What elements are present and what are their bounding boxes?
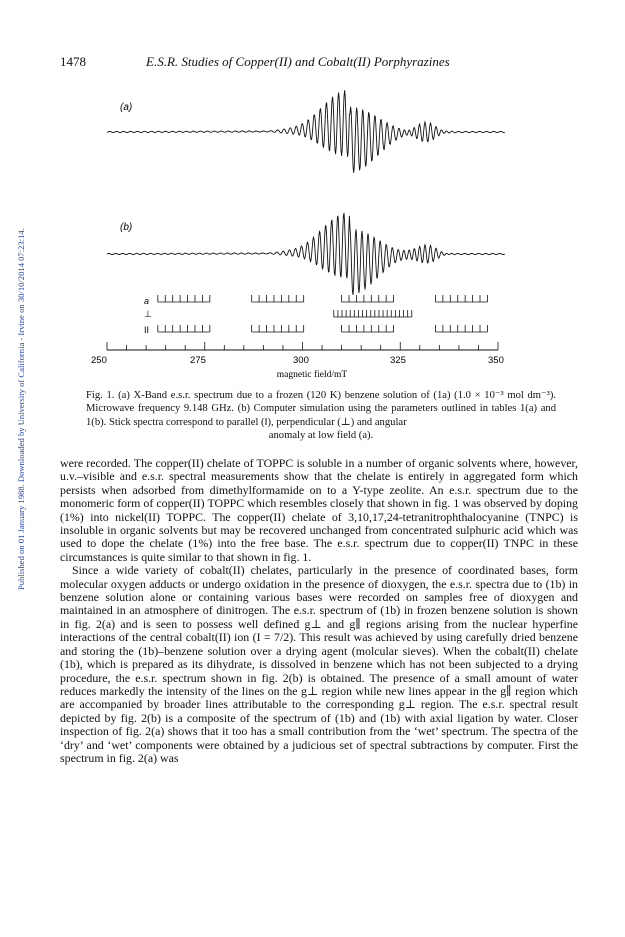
download-notice-text: Published on 01 January 1988. Downloaded by University of California - Irvine on 30/10/2014 07:23:14. [16, 228, 26, 590]
field-axis [107, 342, 498, 350]
running-title: E.S.R. Studies of Copper(II) and Cobalt(II) Porphyrazines [146, 54, 450, 69]
caption-last-line: anomaly at low field (a). [268, 429, 374, 441]
tick-label-350: 350 [488, 355, 504, 366]
tick-label-325: 325 [390, 355, 406, 366]
page-header [60, 54, 580, 74]
spectrum-trace-b [107, 213, 505, 295]
axis-label: magnetic field/mT [276, 370, 348, 380]
figure-1 [0, 80, 625, 385]
paragraph-1: were recorded. The copper(II) chelate of TOPPC is soluble in a number of organic solvents where, however, u.v.–visible and e.s.r. spectral measurements show that the chelate is entirely in aggregated form which persists when adsorbed from dimethylformamide on to a Y-type zeolite. An e.s.r. spectrum due to the monomeric form of copper(II) TOPPC which resembles closely that shown in fig. 1 was observed by doping (1%) into nickel(II) TOPPC. The copper(II) chelate of 3,10,17,24-tetranitrophthalocyanine (TNPC) is insoluble in organic solvents but may be recovered unchanged from concentrated sulphuric acid which was used to dope the chelate (1%) into the free base. The e.s.r. spectrum due to copper(II) TNPC in these circumstances is quite similar to that shown in fig. 1. [60, 456, 578, 564]
panel-b-label: (b) [120, 222, 133, 233]
stick-spectrum-angular [158, 295, 488, 302]
page-number: 1478 [60, 54, 86, 69]
stick-spectrum-perpendicular [334, 310, 412, 317]
tick-label-300: 300 [293, 355, 309, 366]
panel-a-label: (a) [120, 102, 133, 113]
body-text [60, 457, 578, 765]
stick-label-parallel: II [144, 325, 150, 335]
caption-text: Fig. 1. (a) X-Band e.s.r. spectrum due to a frozen (120 K) benzene solution of (1a) (1.0 × 10⁻³ mol dm⁻³). Microwave frequency 9.148 GHz. (b) Computer simulation using the parameters outlined in tables 1(a) and 1(b). Stick spectra correspond to parallel (‖), perpendicular (⊥) and angular [86, 390, 556, 428]
figure-caption [86, 389, 556, 442]
stick-spectrum-parallel [158, 325, 488, 332]
tick-label-275: 275 [190, 355, 206, 366]
tick-label-250: 250 [91, 355, 107, 366]
stick-label-perpendicular: ⊥ [144, 309, 152, 319]
spectrum-trace-a [107, 90, 505, 173]
paragraph-2: Since a wide variety of cobalt(II) chelates, particularly in the presence of coordinated bases, form molecular oxygen adducts or undergo oxidation in the presence of dioxygen, the e.s.r. spectra due to (1b) in benzene solution alone or containing various bases were recorded on samples free of dioxygen and maintained in an atmosphere of dinitrogen. The e.s.r. spectrum of (1b) in frozen benzene solution is shown in fig. 2(a) and is seen to possess well defined g⊥ and g∥ regions arising from the nuclear hyperfine interactions of the central cobalt(II) ion (I = 7/2). This result was achieved by using carefully dried benzene and storing the (1b)–benzene solution over a drying agent (molcular sieves). When the cobalt(II) chelate (1b), which is prepared as its dihydrate, is dissolved in benzene which has not been subjected to a drying procedure, the e.s.r. spectrum shown in fig. 2(b) is obtained. The presence of a small amount of water reduces markedly the intensity of the lines on the g⊥ region while new lines appear in the g∥ region which are accompanied by broader lines attributable to the corresponding g⊥ region. The e.s.r. spectral result depicted by fig. 2(b) is a composite of the spectrum of (1b) and (1b) with axial ligation by water. Closer inspection of fig. 2(a) shows that it too has a small contribution from the ‘wet’ spectrum. The spectra of the ‘dry’ and ‘wet’ components were obtained by a judicious set of spectral subtractions by computer. First the spectrum in fig. 2(a) was [60, 563, 578, 765]
stick-label-angular: a [144, 296, 150, 306]
